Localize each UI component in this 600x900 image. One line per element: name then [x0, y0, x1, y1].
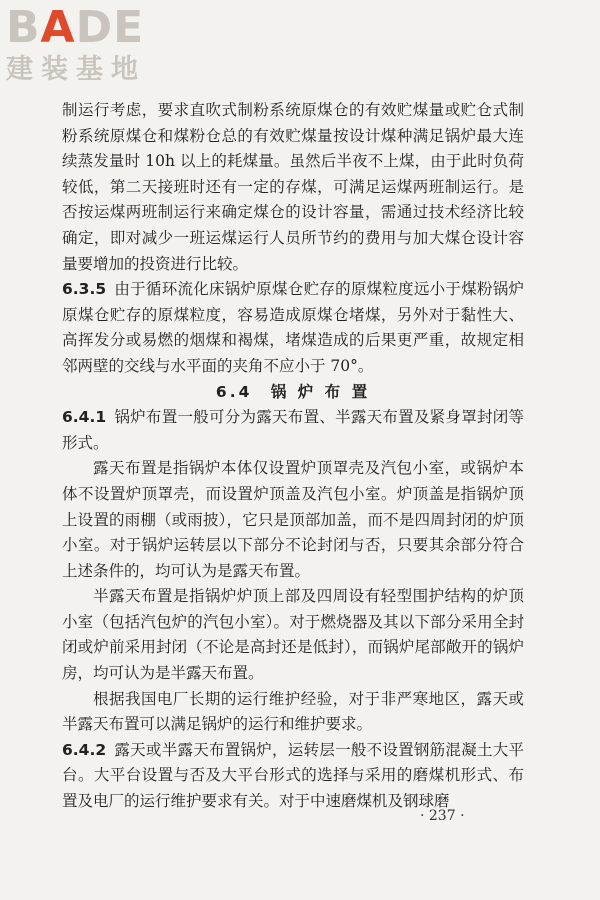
clause-text: 锅炉布置一般可分为露天布置、半露天布置及紧身罩封闭等形式。 — [62, 408, 524, 452]
paragraph-open-layout: 露天布置是指锅炉本体仅设置炉顶罩壳及汽包小室，或锅炉本体不设置炉顶罩壳，而设置炉顶盖及汽包小室。炉顶盖是指锅炉顶上设置的雨棚（或雨披），它只是顶部加盖，而不是四周封闭的炉顶小室。对于锅炉运转层以下部分不论封闭与否，只要其余部分符合上述条件的，均可认为是露天布置。 — [62, 459, 524, 580]
paragraph-experience: 根据我国电厂长期的运行维护经验，对于非严寒地区，露天或半露天布置可以满足锅炉的运行和维护要求。 — [62, 689, 524, 734]
clause-6-4-2 — [62, 738, 524, 815]
clause-number: 6.3.5 — [62, 280, 107, 299]
section-heading: 6.4 锅 炉 布 置 — [215, 382, 371, 401]
clause-text: 由于循环流化床锅炉原煤仓贮存的原煤粒度远小于煤粉锅炉原煤仓贮存的原煤粒度，容易造成原煤仓堵煤，另外对于黏性大、高挥发分或易燃的烟煤和褐煤，堵煤造成的后果更严重，故规定相邻两壁的交线与水平面的夹角不应小于 70°。 — [62, 280, 524, 375]
logo-wordmark: BADE — [6, 2, 145, 53]
clause-6-4-1 — [62, 405, 524, 456]
paragraph-continued: 制运行考虑，要求直吹式制粉系统原煤仓的有效贮煤量或贮仓式制粉系统原煤仓和煤粉仓总的有效贮煤量按设计煤种满足锅炉最大连续蒸发量时 10h 以上的耗煤量。虽然后半夜不上煤，由于此时负荷较低，第二天接班时还有一定的存煤，可满足运煤两班制运行。是否按运煤两班制运行来确定煤仓的设计容量，需通过技术经济比较确定，即对减少一班运煤运行人员所节约的费用与加大煤仓设计容量要增加的投资进行比较。 — [62, 101, 524, 273]
paragraph-semi-open-layout: 半露天布置是指锅炉炉顶上部及四周设有轻型围护结构的炉顶小室（包括汽包炉的汽包小室）。对于燃烧器及其以下部分采用全封闭或炉前采用封闭（不论是高封还是低封），而锅炉尾部敞开的锅炉房，均可认为是半露天布置。 — [62, 587, 524, 683]
clause-number: 6.4.1 — [62, 408, 107, 427]
logo-chinese-text: 建装基地 — [6, 54, 146, 85]
clause-text: 露天或半露天布置锅炉，运转层一般不设置钢筋混凝土大平台。大平台设置与否及大平台形式的选择与采用的磨煤机形式、布置及电厂的运行维护要求有关。对于中速磨煤机及钢球磨 — [62, 740, 524, 811]
clause-6-3-5 — [62, 277, 524, 379]
document-body — [62, 98, 524, 815]
page-number: · 237 · — [420, 808, 465, 824]
site-logo — [6, 4, 146, 86]
clause-number: 6.4.2 — [62, 740, 107, 759]
